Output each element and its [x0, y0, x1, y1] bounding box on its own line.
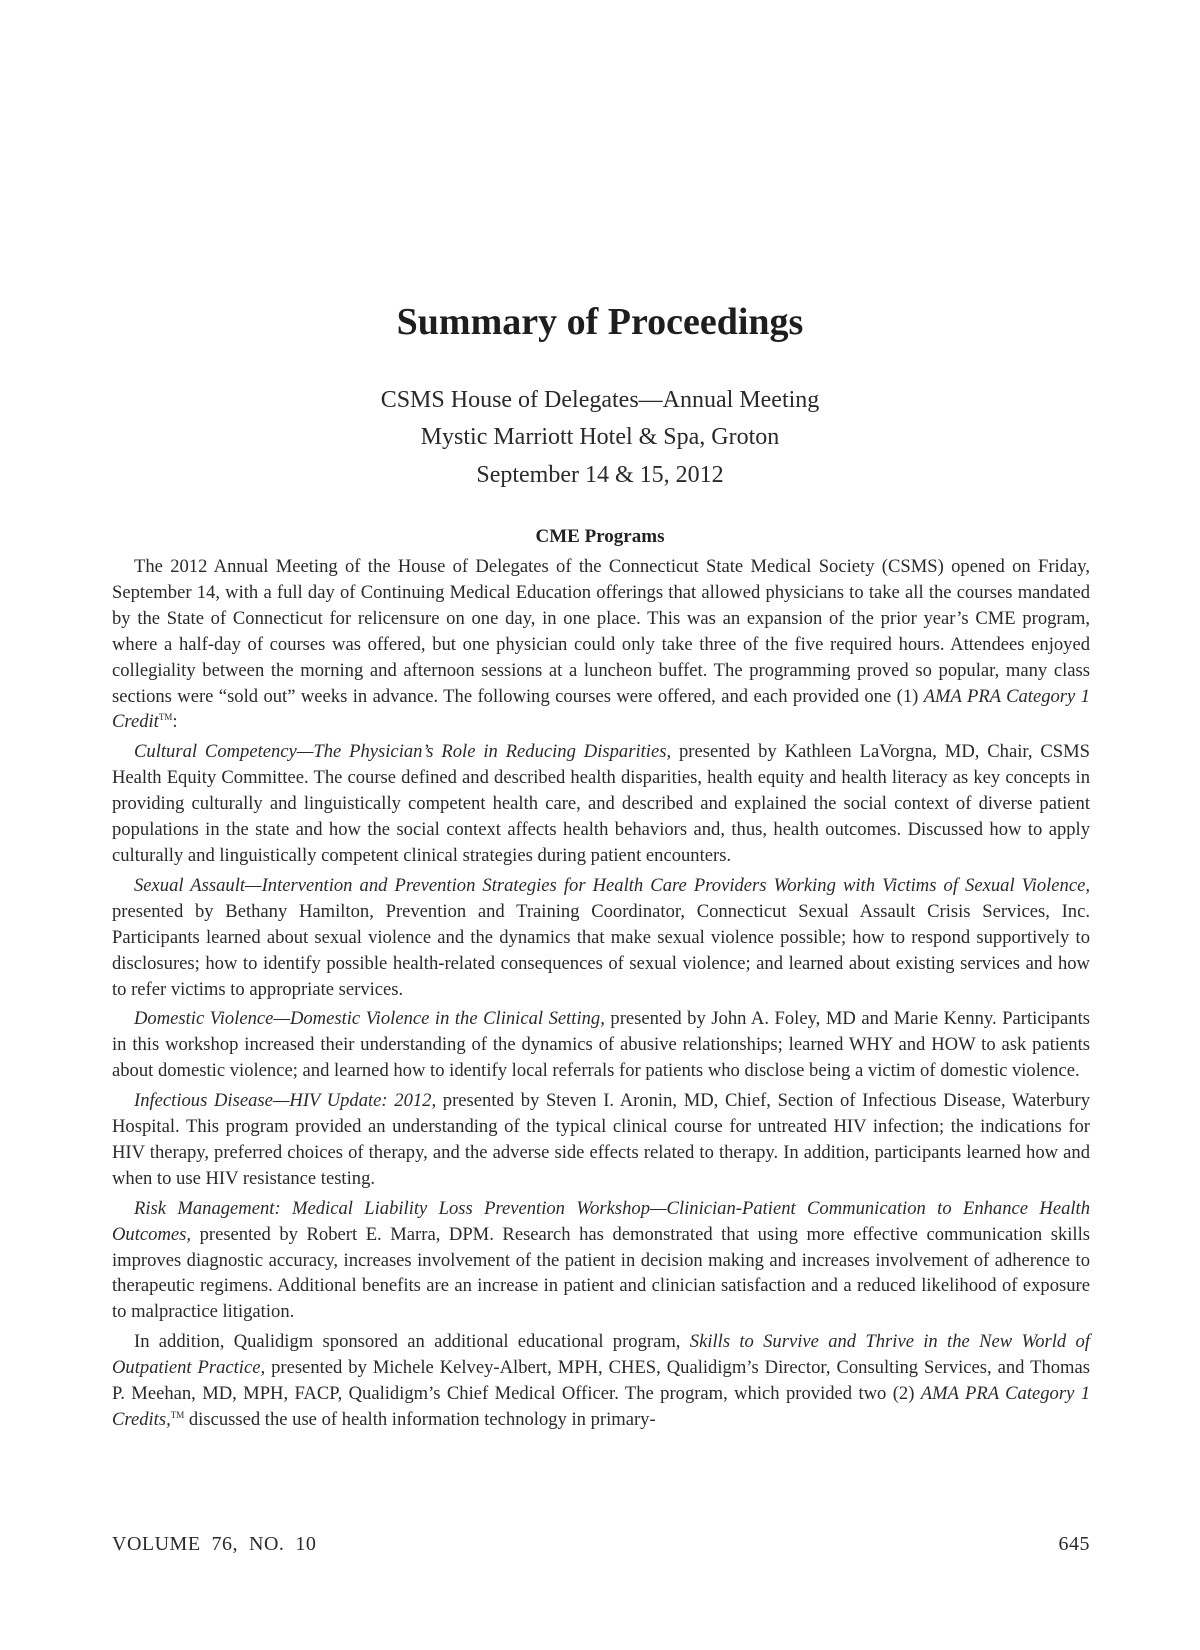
- course-description: presented by Kathleen LaVorgna, MD, Chair, CSMS Health Equity Committee. The course defined and described health disparities, health equity and health literacy as key concepts in providing culturally and linguistically competent health care, and described and explained the social context of diverse patient populations in the state and how the social context affects health behaviors and, thus, health outcomes. Discussed how to apply culturally and linguistically competent clinical strategies during patient encounters.: [112, 741, 1090, 866]
- intro-paragraph: [112, 554, 1090, 735]
- section-heading: CME Programs: [535, 526, 665, 547]
- course-title: Cultural Competency—The Physician’s Role in Reducing Disparities,: [134, 741, 672, 763]
- body-text: [112, 554, 1090, 1437]
- course-paragraph: [112, 1006, 1090, 1084]
- closing-paragraph: [112, 1329, 1090, 1433]
- course-description: presented by John A. Foley, MD and Marie Kenny. Participants in this workshop increased their understanding of the dynamics of abusive relationships; learned WHY and HOW to ask patients about domestic violence; and learned how to identify local referrals for patients who disclose being a victim of domestic violence.: [112, 1008, 1090, 1082]
- course-paragraph: [112, 1196, 1090, 1326]
- trademark-mark: TM: [158, 712, 173, 723]
- intro-text: The 2012 Annual Meeting of the House of Delegates of the Connecticut State Medical Society (CSMS) opened on Friday, September 14, with a full day of Continuing Medical Education offerings that allowed physicians to take all the courses mandated by the State of Connecticut for relicensure on one day, in one place. This was an expansion of the prior year’s CME program, where a half-day of courses was offered, but one physician could only take three of the five required hours. Attendees enjoyed collegiality between the morning and afternoon sessions at a luncheon buffet. The programming proved so popular, many class sections were “sold out” weeks in advance. The following courses were offered, and each provided one (1): [112, 556, 1090, 707]
- credits-name: AMA PRA Category 1 Credits,: [112, 1383, 1090, 1430]
- closing-mid: presented by Michele Kelvey-Albert, MPH, CHES, Qualidigm’s Director, Consulting Services, and Thomas P. Meehan, MD, MPH, FACP, Qualidigm’s Chief Medical Officer. The program, which provided two (2): [112, 1357, 1091, 1405]
- course-paragraph: [112, 739, 1090, 869]
- course-title: Infectious Disease—HIV Update: 2012,: [134, 1090, 437, 1112]
- volume-footer: VOLUME 76, NO. 10: [112, 1533, 317, 1555]
- course-description: presented by Steven I. Aronin, MD, Chief, Section of Infectious Disease, Waterbury Hospital. This program provided an understanding of the typical clinical course for untreated HIV infection; the indications for HIV therapy, preferred choices of therapy, and the adverse side effects related to therapy. In addition, participants learned how and when to use HIV resistance testing.: [112, 1090, 1090, 1189]
- intro-tail: :: [172, 711, 178, 733]
- meeting-venue: Mystic Marriott Hotel & Spa, Groton: [420, 424, 780, 450]
- page-title: Summary of Proceedings: [396, 301, 804, 343]
- course-title: Risk Management: Medical Liability Loss Prevention Workshop—Clinician-Patient Communication to Enhance Health Outcomes,: [112, 1197, 1090, 1245]
- course-description: presented by Bethany Hamilton, Prevention and Training Coordinator, Connecticut Sexual Assault Crisis Services, Inc. Participants learned about sexual violence and the dynamics that make sexual violence possible; how to respond supportively to disclosures; how to identify possible health-related consequences of sexual violence; and learned about existing services and how to refer victims to appropriate services.: [112, 900, 1090, 1000]
- course-paragraph: [112, 1088, 1090, 1192]
- trademark-mark: TM: [170, 1410, 185, 1420]
- meeting-dates: September 14 & 15, 2012: [476, 462, 724, 488]
- course-title: Domestic Violence—Domestic Violence in the Clinical Setting,: [134, 1008, 605, 1030]
- course-paragraph: [112, 873, 1090, 1003]
- closing-lead: In addition, Qualidigm sponsored an additional educational program,: [134, 1331, 690, 1353]
- closing-tail: discussed the use of health information technology in primary-: [184, 1409, 656, 1430]
- page-number: 645: [1058, 1533, 1090, 1555]
- course-description: presented by Robert E. Marra, DPM. Research has demonstrated that using more effective communication skills improves diagnostic accuracy, increases involvement of the patient in decision making and increases involvement of adherence to therapeutic regimens. Additional benefits are an increase in patient and clinician satisfaction and a reduced likelihood of exposure to malpractice litigation.: [112, 1223, 1090, 1323]
- program-title: Skills to Survive and Thrive in the New World of Outpatient Practice,: [112, 1331, 1091, 1379]
- credit-name: AMA PRA Category 1 Credit: [112, 685, 1090, 733]
- course-title: Sexual Assault—Intervention and Prevention Strategies for Health Care Providers Working with Victims of Sexual Violence,: [134, 874, 1090, 896]
- meeting-name: CSMS House of Delegates—Annual Meeting: [380, 387, 820, 413]
